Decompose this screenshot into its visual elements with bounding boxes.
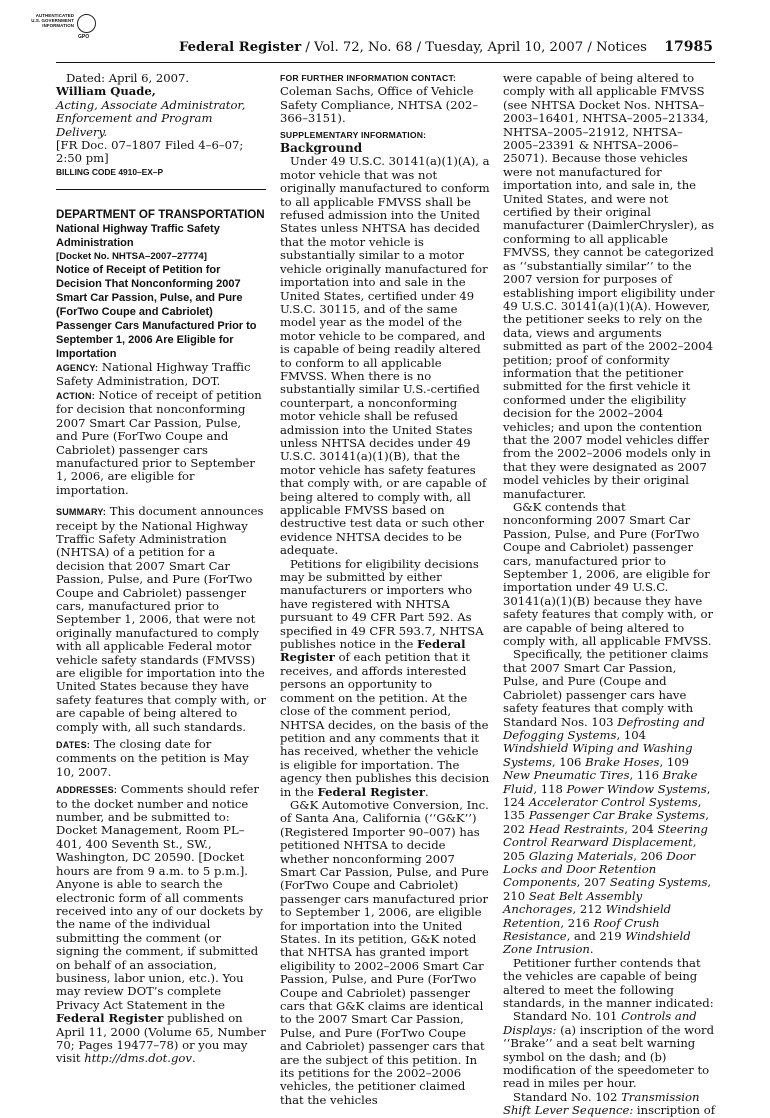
background-paragraph-2 bbox=[280, 558, 490, 799]
column-1 bbox=[56, 72, 266, 1066]
bg-p2-text-c: . bbox=[424, 784, 429, 799]
standard-101-name: Controls and Displays: bbox=[503, 1009, 697, 1037]
standard-name: Brake Hoses bbox=[585, 754, 660, 769]
docket-website-link[interactable]: http://dms.dot.gov bbox=[84, 1051, 192, 1066]
agency-label: AGENCY: bbox=[56, 363, 99, 374]
standard-101-paragraph bbox=[503, 1010, 715, 1090]
bg-p2-text-b: of each petition that it receives, and affords interested persons an opportunity to comment on the petition. At the close of the comment period, NHTSA decides, on the basis of the petition and any comments that it has received, whether the vehicle is eligible for importation. The agency then publishes this decision in the bbox=[280, 650, 490, 799]
agency-paragraph bbox=[56, 361, 266, 389]
signer-name: William Quade, bbox=[56, 84, 156, 99]
gpo-mark: GPO bbox=[78, 34, 90, 40]
standard-number: , 207 bbox=[576, 875, 610, 890]
standard-name: Brake Fluid bbox=[503, 768, 698, 796]
standard-number: , 109 bbox=[659, 754, 689, 769]
standard-number: , 206 bbox=[633, 848, 667, 863]
supplementary-label: SUPPLEMENTARY INFORMATION: bbox=[280, 129, 427, 140]
standard-name: Accelerator Control Systems bbox=[528, 794, 698, 809]
summary-label: SUMMARY: bbox=[56, 507, 107, 518]
standard-name: Power Window Systems bbox=[566, 781, 707, 796]
addresses-label: ADDRESSES: bbox=[56, 785, 118, 796]
standard-number: , 104 bbox=[616, 727, 646, 742]
logo-line: INFORMATION bbox=[42, 22, 74, 28]
issue-info: / Vol. 72, No. 68 / Tuesday, April 10, 2007 / Notices bbox=[301, 40, 647, 55]
col3-paragraph-2: G&K contends that nonconforming 2007 Smart Car Passion, Pulse, and Pure (ForTwo Coupe and Cabriolet) passenger cars, manufactured prior to September 1, 2006, are eligible for importation under 49 U.S.C. 30141(a)(1)(B) because they have safety features that comply with, or are capable of being altered to comply with, all applicable FMVSS. bbox=[503, 500, 714, 649]
section-divider bbox=[56, 189, 266, 190]
action-text: Notice of receipt of petition for decision that nonconforming 2007 Smart Car Passion, Pulse, and Pure (ForTwo Coupe and Cabriolet) passenger cars manufactured prior to September 1, 2006, are eligible for importation. bbox=[56, 387, 262, 497]
dated-line: Dated: April 6, 2007. bbox=[66, 71, 190, 85]
standards-intro: Specifically, the petitioner claims that 2007 Smart Car Passion, Pulse, and Pure (Coupe and Cabriolet) passenger cars have safety features that comply with Standard Nos. 103 bbox=[503, 647, 709, 729]
further-info-text: Coleman Sachs, Office of Vehicle Safety Compliance, NHTSA (202–366–3151). bbox=[280, 84, 479, 126]
standard-101-text: (a) inscription of the word ‘‘Brake’’ and a seat belt warning symbol on the dash; and (b) modification of the speedometer to read in miles per hour. bbox=[503, 1022, 715, 1091]
standard-102-number: Standard No. 102 bbox=[513, 1089, 622, 1104]
column-3 bbox=[503, 72, 715, 1118]
addresses-text-cont: published on April 11, 2000 (Volume 65, Number 70; Pages 19477–78) or you may visit bbox=[56, 1011, 266, 1066]
background-heading: Background bbox=[280, 141, 363, 156]
addresses-paragraph bbox=[56, 783, 266, 1066]
federal-register-ref: Federal Register bbox=[56, 1011, 164, 1026]
standard-name: Head Restraints bbox=[528, 821, 625, 836]
header-rule bbox=[56, 62, 715, 63]
running-header bbox=[179, 40, 647, 55]
col3-paragraph-1: were capable of being altered to comply with all applicable FMVSS (see NHTSA Docket Nos. NHTSA–2003–16401, NHTSA–2005–21334, NHTSA–2005–21912, NHTSA–2005–23391 & NHTSA–2006–25071). Because those vehicles were not manufactured for importation into, and sale in, the United States, and were not certified by their original manufacturer (DaimlerChrysler), as conforming to all applicable FMVSS, they cannot be categorized as ‘‘substantially similar’’ to the 2007 version for purposes of establishing import eligibility under 49 U.S.C. 30141(a)(1)(A). However, the petitioner seeks to rely on the data, views and arguments submitted as part of the 2002–2004 petition; proof of conformity information that the petitioner submitted for the first vehicle it conformed under the eligibility decision for the 2002–2004 vehicles; and upon the contention that the 2007 model vehicles differ from the 2002–2006 models only in that they were designated as 2007 model vehicles by their original manufacturer. bbox=[503, 71, 715, 501]
standard-name: Seat Belt Assembly Anchorages bbox=[503, 888, 643, 917]
standard-number: , 212 bbox=[572, 902, 606, 917]
standard-number: , 205 bbox=[503, 835, 697, 863]
standard-102-name: Transmission Shift Lever Sequence: bbox=[503, 1089, 700, 1118]
standard-number: , 135 bbox=[503, 794, 702, 823]
logo-line: AUTHENTICATED bbox=[35, 13, 74, 18]
addresses-end: . bbox=[191, 1051, 196, 1066]
standard-name: Steering Control Rearward Displacement bbox=[503, 821, 708, 850]
standard-name: Windshield Retention bbox=[503, 902, 672, 930]
page-number: 17985 bbox=[664, 39, 713, 55]
standard-number: , 124 bbox=[503, 781, 711, 809]
eagle-seal-icon bbox=[77, 14, 96, 33]
gpo-authentication-logo bbox=[22, 14, 100, 44]
summary-text: This document announces receipt by the National Highway Traffic Safety Administration (NHTSA) of a petition for a decision that 2007 Smart Car Passion, Pulse, and Pure (ForTwo Coupe and Cabriolet) passenger cars, manufactured prior to September 1, 2006, that were not originally manufactured to comply with all applicable Federal motor vehicle safety standards (FMVSS) are eligible for importation into the United States because they have safety features that comply with, or are capable of being altered to comply with, all such standards. bbox=[56, 504, 267, 734]
standard-number: , 216 bbox=[560, 915, 594, 930]
standard-number: , 202 bbox=[503, 808, 709, 836]
standard-name: Glazing Materials bbox=[528, 848, 634, 863]
standard-number: , 118 bbox=[533, 781, 567, 796]
col3-paragraph-4: Petitioner further contends that the vehicles are capable of being altered to meet the following standards, in the manner indicated: bbox=[503, 955, 714, 1011]
background-paragraph-1: Under 49 U.S.C. 30141(a)(1)(A), a motor vehicle that was not originally manufactured to conform to all applicable FMVSS shall be refused admission into the United States unless NHTSA has decided that the motor vehicle is substantially similar to a motor vehicle originally manufactured for importation into and sale in the United States, certified under 49 U.S.C. 30115, and of the same model year as the model of the motor vehicle to be compared, and is capable of being readily altered to conform to all applicable FMVSS. When there is no substantially similar U.S.-certified counterpart, a nonconforming motor vehicle shall be refused admission into the United States unless NHTSA decides under 49 U.S.C. 30141(a)(1)(B), that the motor vehicle has safety features that comply with, or are capable of being altered to comply with, all applicable FMVSS based on destructive test data or such other evidence NHTSA decides to be adequate. bbox=[280, 154, 490, 558]
dates-label: DATES: bbox=[56, 740, 91, 751]
action-paragraph bbox=[56, 389, 266, 497]
standard-name: New Pneumatic Tires bbox=[503, 768, 630, 783]
department-heading: DEPARTMENT OF TRANSPORTATION bbox=[56, 208, 265, 222]
federal-register-ref: Federal Register bbox=[317, 784, 425, 799]
standard-102-text: inscription of bbox=[633, 1103, 715, 1118]
standard-name: Windshield Zone Intrusion bbox=[503, 929, 691, 957]
billing-code: BILLING CODE 4910–EX–P bbox=[56, 166, 164, 177]
action-label: ACTION: bbox=[56, 390, 95, 401]
standard-name: Passenger Car Brake Systems bbox=[528, 808, 706, 823]
standards-end: . bbox=[589, 942, 594, 957]
logo-line: U.S. GOVERNMENT bbox=[31, 17, 74, 23]
docket-number: [Docket No. NHTSA–2007–27774] bbox=[56, 250, 207, 262]
standard-number: , and 219 bbox=[566, 929, 626, 943]
standard-101-number: Standard No. 101 bbox=[513, 1009, 622, 1024]
dates-text: The closing date for comments on the petition is May 10, 2007. bbox=[56, 737, 249, 779]
fr-doc-line: [FR Doc. 07–1807 Filed 4–6–07; 2:50 pm] bbox=[56, 138, 244, 166]
agency-text: National Highway Traffic Safety Administration, DOT. bbox=[56, 360, 251, 389]
standard-name: Windshield Wiping and Washing Systems bbox=[503, 741, 693, 769]
addresses-text: Comments should refer to the docket number and notice number, and be submitted to: Docket Management, Room PL–401, 400 Seventh St., SW., Washington, DC 20590. [Docket hours are from 9 a.m. to 5 p.m.]. Anyone is able to search the electronic form of all comments received into any of our dockets by the name of the individual submitting the comment (or signing the comment, if submitted on behalf of an association, business, labor union, etc.). You may review DOT’s complete Privacy Act Statement in the bbox=[56, 782, 263, 1012]
bg-p2-text-a: Petitions for eligibility decisions may be submitted by either manufacturers or importers who have registered with NHTSA pursuant to 49 CFR Part 592. As specified in 49 CFR 593.7, NHTSA publishes notice in the bbox=[280, 556, 484, 652]
summary-paragraph bbox=[56, 505, 266, 734]
standard-name: Seating Systems bbox=[609, 875, 708, 890]
standard-name: Roof Crush Resistance bbox=[503, 915, 660, 943]
standard-number: , 116 bbox=[629, 768, 663, 783]
standard-102-paragraph bbox=[503, 1091, 715, 1118]
publication-name: Federal Register bbox=[179, 40, 302, 55]
federal-register-ref: Federal Register bbox=[280, 637, 466, 665]
standard-number: , 106 bbox=[551, 754, 586, 769]
standard-number: , 210 bbox=[503, 875, 712, 903]
dates-paragraph bbox=[56, 738, 266, 779]
signer-title: Acting, Associate Administrator, Enforcement and Program Delivery. bbox=[56, 97, 246, 139]
standards-list-paragraph bbox=[503, 648, 715, 956]
standard-name: Defrosting and Defogging Systems bbox=[503, 714, 705, 742]
column-2 bbox=[280, 72, 490, 1107]
background-paragraph-3: G&K Automotive Conversion, Inc. of Santa Ana, California (‘‘G&K’’) (Registered Importer 90–007) has petitioned NHTSA to decide whether nonconforming 2007 Smart Car Passion, Pulse, and Pure (ForTwo Coupe and Cabriolet) passenger cars manufactured prior to September 1, 2006, are eligible for importation into the United States. In its petition, G&K noted that NHTSA has granted import eligibility to 2002–2006 Smart Car Passion, Pulse, and Pure (ForTwo Coupe and Cabriolet) passenger cars that G&K claims are identical to the 2007 Smart Car Passion, Pulse, and Pure (ForTwo Coupe and Cabriolet) passenger cars that are the subject of this petition. In its petitions for the 2002–2006 vehicles, the petitioner claimed that the vehicles bbox=[280, 797, 489, 1107]
agency-heading: National Highway Traffic Safety Administration bbox=[56, 222, 220, 249]
notice-title: Notice of Receipt of Petition for Decision That Nonconforming 2007 Smart Car Passion, Pulse, and Pure (ForTwo Coupe and Cabriolet) Passenger Cars Manufactured Prior to September 1, 2006 Are Eligible for Importation bbox=[56, 264, 257, 361]
standard-name: Door Locks and Door Retention Components bbox=[503, 848, 696, 890]
standard-number: , 204 bbox=[624, 821, 658, 836]
further-info-label: FOR FURTHER INFORMATION CONTACT: bbox=[280, 73, 457, 83]
